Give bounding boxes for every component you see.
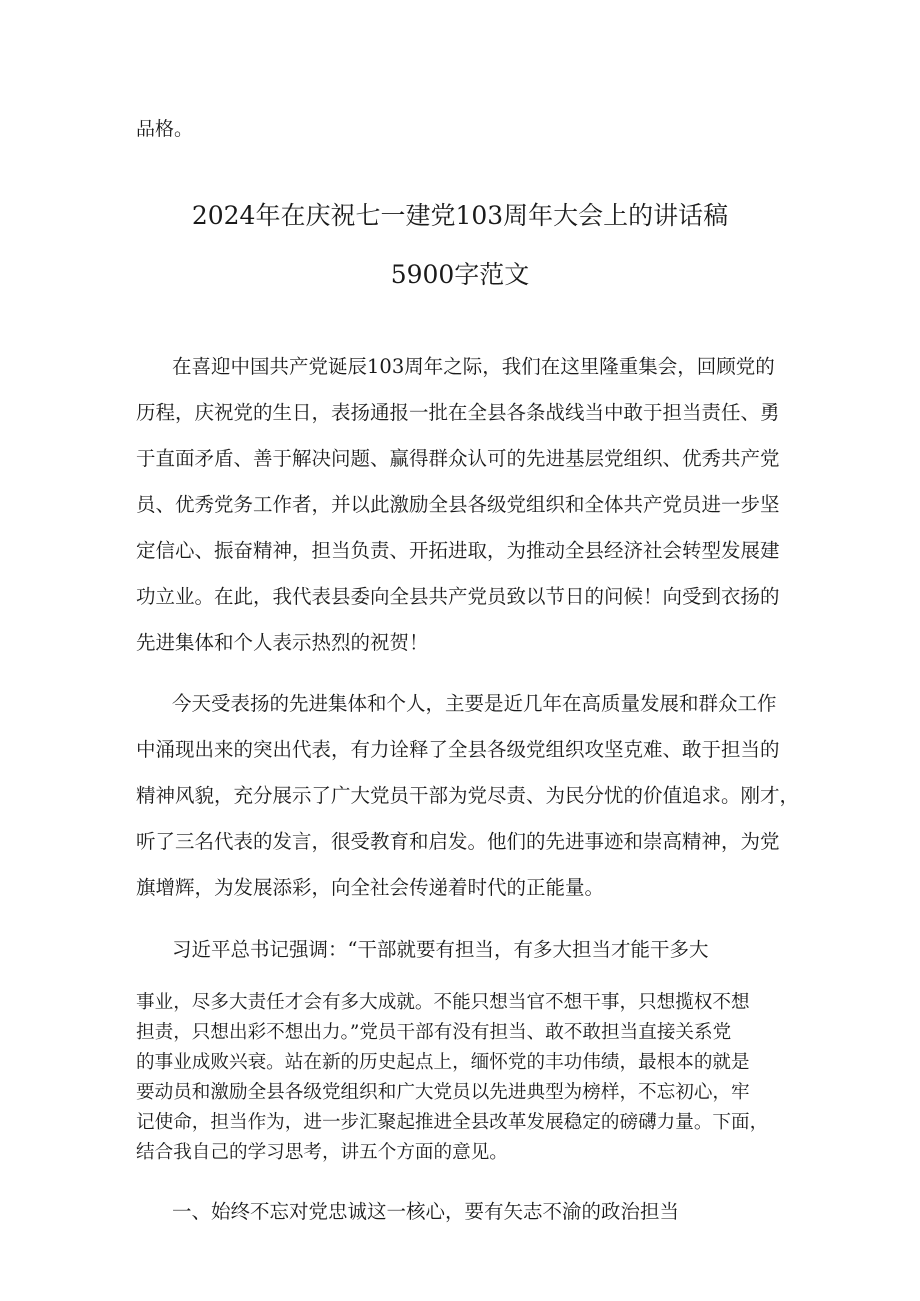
- paragraph-line: 要动员和激励全县各级党组织和广大党员以先进典型为榜样，不忘初心，牢: [136, 1082, 750, 1103]
- paragraph-line: 今天受表扬的先进集体和个人，主要是近几年在高质量发展和群众工作: [172, 692, 777, 715]
- paragraph-line: 旗增辉，为发展添彩，向全社会传递着时代的正能量。: [136, 876, 605, 899]
- section-heading: 一、始终不忘对党忠诚这一核心，要有矢志不渝的政治担当: [172, 1200, 680, 1223]
- paragraph-line: 先进集体和个人表示热烈的祝贺！: [136, 631, 429, 654]
- paragraph-line: 在喜迎中国共产党诞辰103周年之际，我们在这里隆重集会，回顾党的: [172, 355, 775, 378]
- paragraph-line: 精神风貌，充分展示了广大党员干部为党尽责、为民分忧的价值追求。刚才，: [136, 784, 800, 807]
- paragraph-line: 定信心、振奋精神，担当负责、开拓进取，为推动全县经济社会转型发展建: [136, 539, 780, 562]
- paragraph-line: 记使命，担当作为，进一步汇聚起推进全县改革发展稳定的磅礴力量。下面，: [136, 1112, 769, 1133]
- paragraph-line: 员、优秀党务工作者，并以此激励全县各级党组织和全体共产党员进一步坚: [136, 493, 780, 516]
- paragraph-line: 历程，庆祝党的生日，表扬通报一批在全县各条战线当中敢于担当责任、勇: [136, 401, 780, 424]
- lead-text: 品格。: [136, 118, 194, 140]
- paragraph-line: 功立业。在此，我代表县委向全县共产党员致以节日的问候！向受到衣扬的: [136, 585, 780, 608]
- document-title-line-2: 5900字范文: [390, 260, 530, 289]
- document-title-line-1: 2024年在庆祝七一建党103周年大会上的讲话稿: [191, 201, 729, 230]
- paragraph-line: 中涌现出来的突出代表，有力诠释了全县各级党组织攻坚克难、敢于担当的: [136, 738, 780, 761]
- paragraph-line: 习近平总书记强调：“干部就要有担当，有多大担当才能干多大: [172, 938, 709, 961]
- paragraph-line: 的事业成败兴衰。站在新的历史起点上，缅怀党的丰功伟绩，最根本的就是: [136, 1052, 750, 1073]
- paragraph-line: 结合我自己的学习思考，讲五个方面的意见。: [136, 1142, 508, 1163]
- paragraph-line: 听了三名代表的发言，很受教育和启发。他们的先进事迹和崇高精神，为党: [136, 830, 780, 853]
- paragraph-line: 于直面矛盾、善于解决问题、赢得群众认可的先进基层党组织、优秀共产党: [136, 447, 780, 470]
- paragraph-line: 担责，只想出彩不想出力。”党员干部有没有担当、敢不敢担当直接关系党: [136, 1022, 732, 1043]
- paragraph-line: 事业，尽多大责任才会有多大成就。不能只想当官不想干事，只想揽权不想: [136, 992, 750, 1013]
